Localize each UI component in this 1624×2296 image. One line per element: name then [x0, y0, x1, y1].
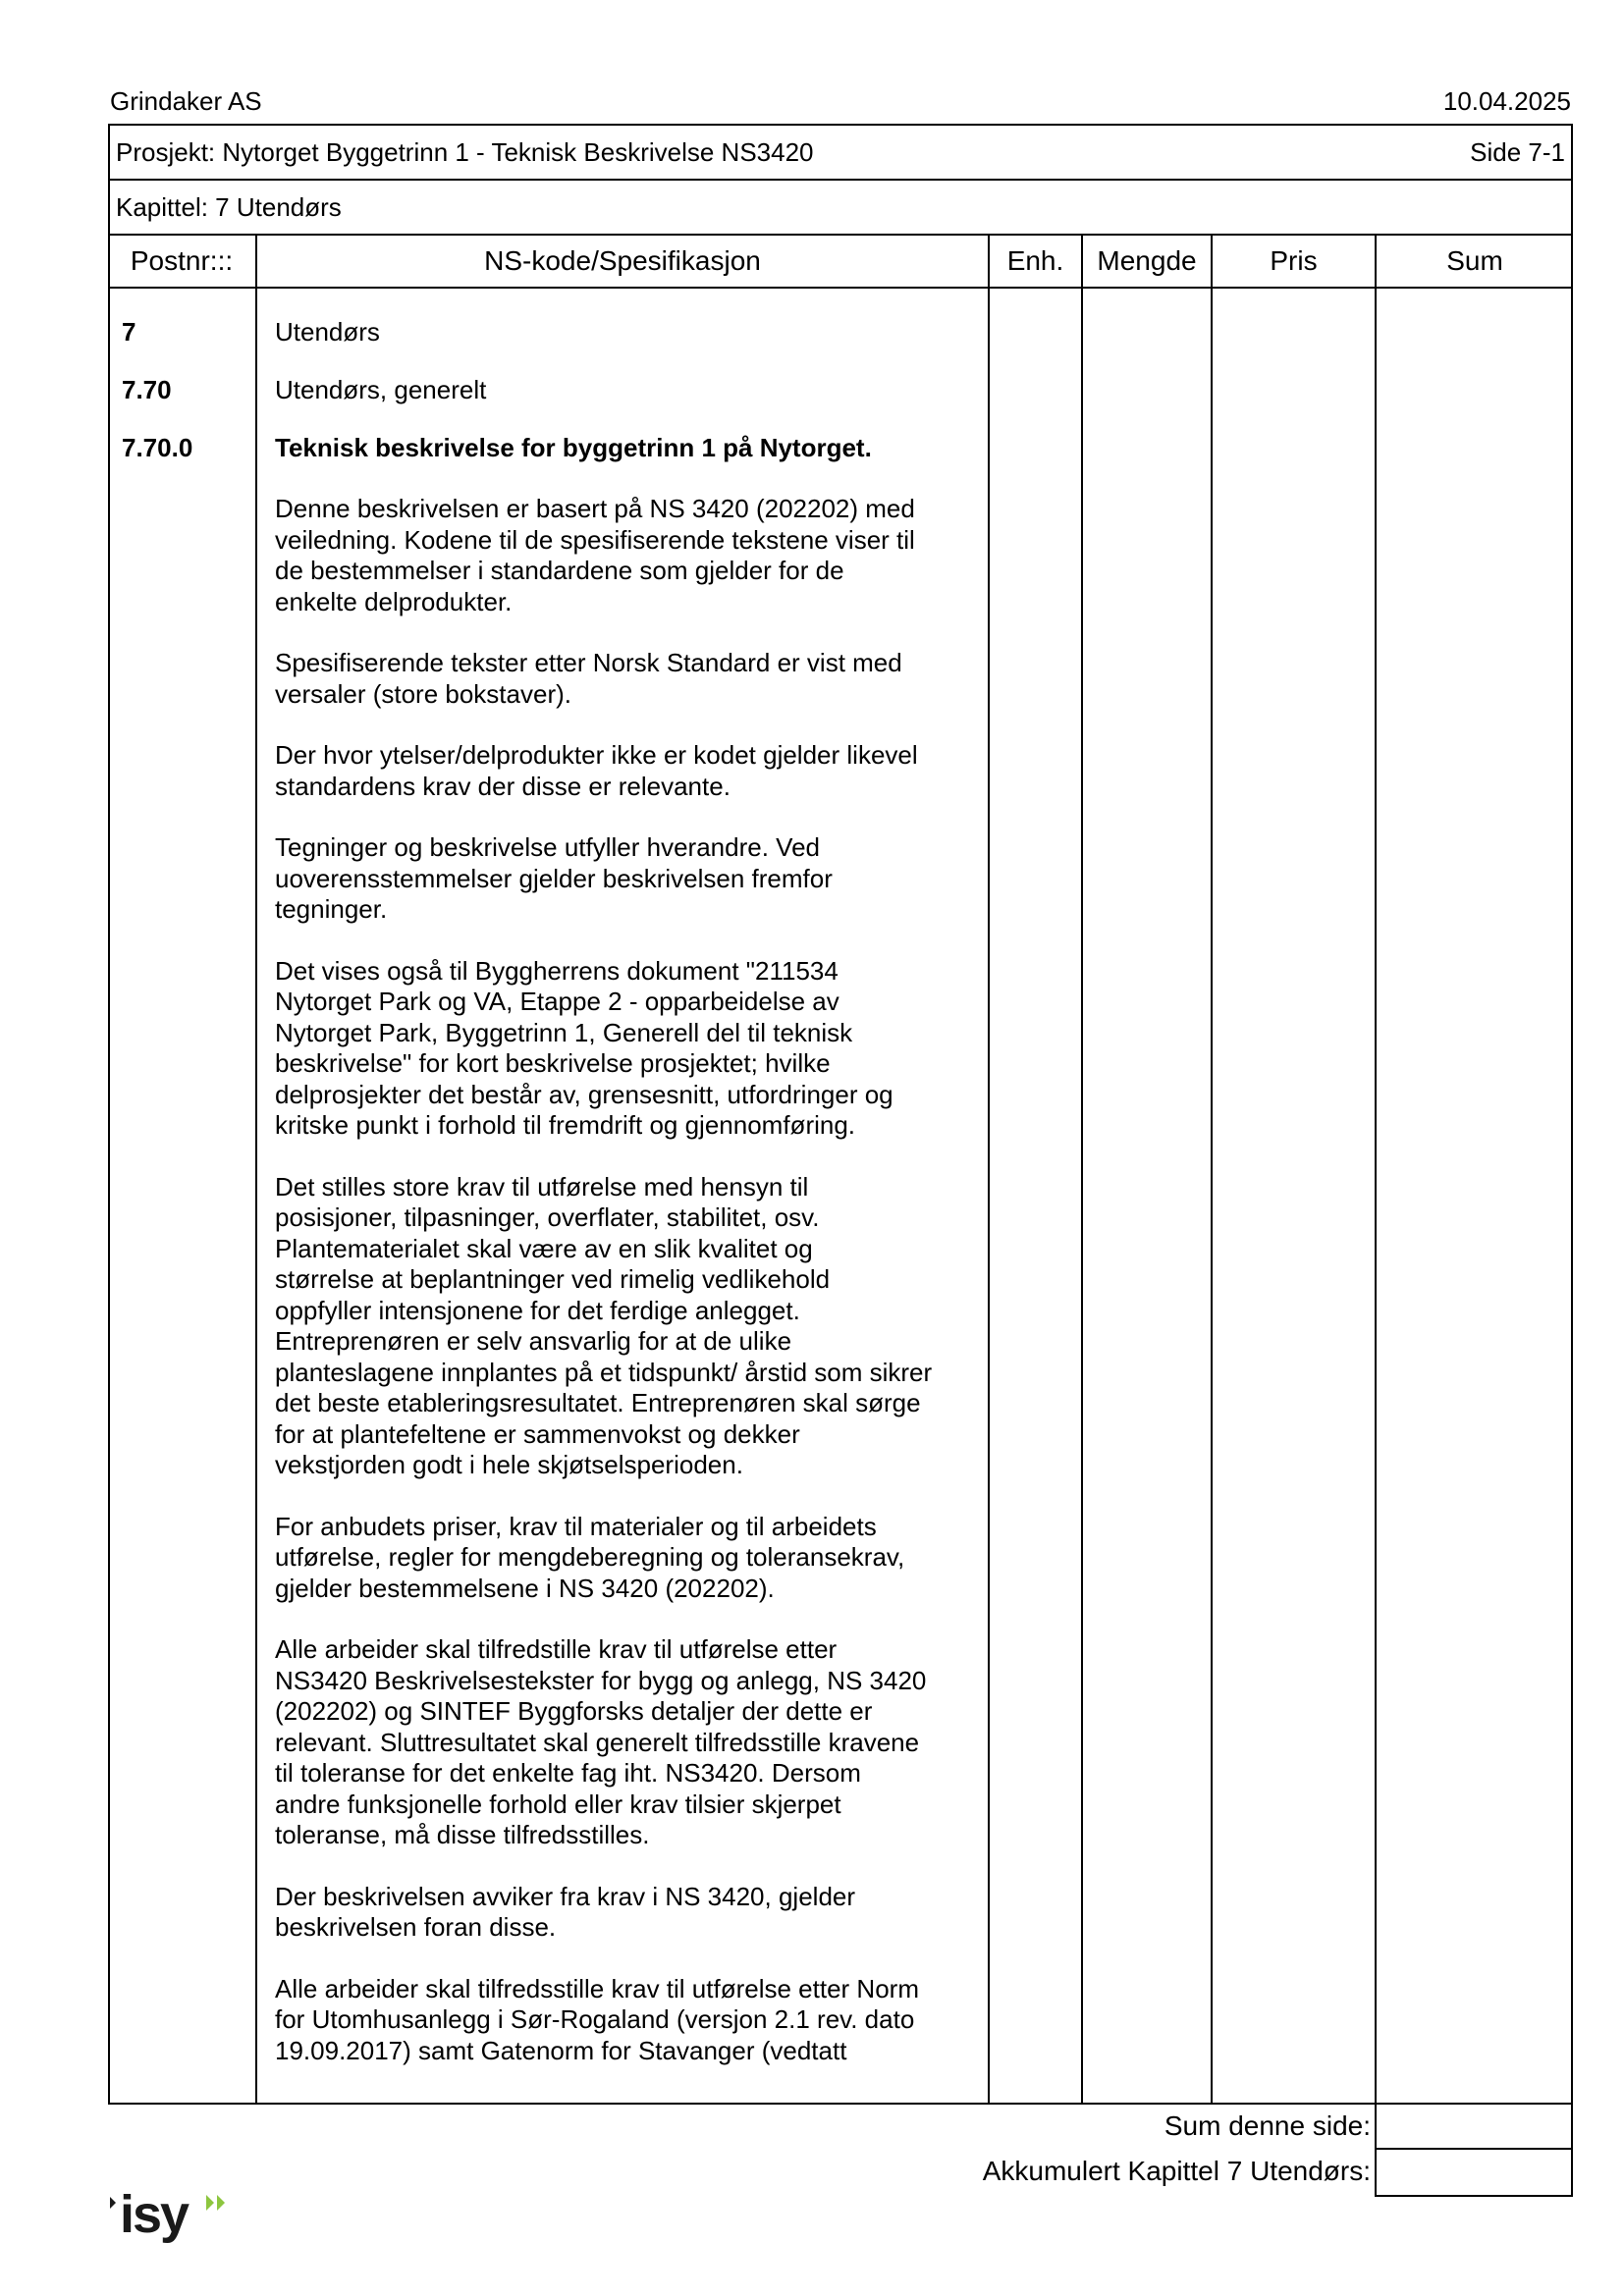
- chapter-box: [108, 179, 1573, 236]
- column-divider: [255, 234, 257, 2105]
- column-header-sum: Sum: [1446, 245, 1503, 276]
- column-divider: [1375, 234, 1377, 2105]
- sum-accumulated-label: Akkumulert Kapittel 7 Utendørs:: [982, 2156, 1371, 2186]
- column-header-qty: Mengde: [1097, 245, 1197, 276]
- column-header-postnr: Postnr:::: [130, 245, 234, 276]
- svg-text:isy: isy: [120, 2185, 189, 2244]
- project-title: Prosjekt: Nytorget Byggetrinn 1 - Teknisk Beskrivelse NS3420: [116, 137, 814, 167]
- description-paragraph: Denne beskrivelsen er basert på NS 3420 (202202) med veiledning. Kodene til de spesifiserende tekstene viser til de bestemmelser i standardene som gjelder for de enkelte delprodukter.: [275, 494, 915, 616]
- column-header-spec: NS-kode/Spesifikasjon: [484, 245, 761, 276]
- description-paragraph: Spesifiserende tekster etter Norsk Standard er vist med versaler (store bokstaver).: [275, 648, 902, 709]
- isy-logo-icon: [108, 2181, 236, 2250]
- description-paragraph: Tegninger og beskrivelse utfyller hverandre. Ved uoverensstemmelser gjelder beskrivelsen fremfor tegninger.: [275, 832, 833, 924]
- column-divider: [1081, 234, 1083, 2105]
- project-box: [108, 124, 1573, 181]
- isy-logo: [108, 2181, 236, 2250]
- column-divider: [1211, 234, 1213, 2105]
- postnr-cell: 7.70.0: [122, 433, 193, 462]
- company-name: Grindaker AS: [110, 86, 262, 116]
- description-paragraph: Det vises også til Byggherrens dokument "211534 Nytorget Park og VA, Etappe 2 - opparbeidelse av Nytorget Park, Byggetrinn 1, Generell del til teknisk beskrivelse" for kort beskrivelse prosjektet; hvilke delprosjekter det består av, grensesnitt, utfordringer og kritske punkt i forhold til fremdrift og gjennomføring.: [275, 955, 893, 1140]
- post-title: Teknisk beskrivelse for byggetrinn 1 på Nytorget.: [275, 433, 872, 462]
- description-paragraph: Alle arbeider skal tilfredsstille krav til utførelse etter Norm for Utomhusanlegg i Sør-Rogaland (versjon 2.1 rev. dato 19.09.2017) samt Gatenorm for Stavanger (vedtatt: [275, 1973, 919, 2065]
- description-paragraph: For anbudets priser, krav til materialer og til arbeidets utførelse, regler for mengdeberegning og toleransekrav, gjelder bestemmelsene i NS 3420 (202202).: [275, 1511, 905, 1603]
- chapter-title: Kapittel: 7 Utendørs: [116, 192, 342, 222]
- postnr-cell: 7.70: [122, 375, 172, 404]
- description-paragraph: Det stilles store krav til utførelse med hensyn til posisjoner, tilpasninger, overflater, stabilitet, osv. Plantematerialet skal være av en slik kvalitet og størrelse at beplantninger ved rimelig vedlikehold oppfyller intensjonene for det ferdige anlegget. Entreprenøren er selv ansvarlig for at de ulike planteslagene innplantes på et tidspunkt/ årstid som sikrer det beste etableringsresultatet. Entreprenøren skal sørge for at plantefeltene er sammenvokst og dekker vekstjorden godt i hele skjøtselsperioden.: [275, 1171, 933, 1479]
- sum-page-cell: [1375, 2103, 1573, 2150]
- sum-page-label: Sum denne side:: [1164, 2110, 1371, 2141]
- column-header-unit: Enh.: [1006, 245, 1064, 276]
- sum-accumulated-cell: [1375, 2148, 1573, 2197]
- page-number: Side 7-1: [1470, 137, 1565, 167]
- document-date: 10.04.2025: [1442, 86, 1571, 116]
- postnr-cell: 7: [122, 317, 136, 347]
- description-paragraph: Der hvor ytelser/delprodukter ikke er kodet gjelder likevel standardens krav der disse er relevante.: [275, 740, 918, 801]
- description-paragraph: Der beskrivelsen avviker fra krav i NS 3420, gjelder beskrivelsen foran disse.: [275, 1881, 856, 1942]
- post-title: Utendørs: [275, 317, 380, 347]
- description-body: [275, 494, 992, 2097]
- description-paragraph: Alle arbeider skal tilfredstille krav til utførelse etter NS3420 Beskrivelsestekster for bygg og anlegg, NS 3420 (202202) og SINTEF Byggforsks detaljer der dette er relevant. Sluttresultatet skal generelt tilfredsstille kravene til toleranse for det enkelte fag iht. NS3420. Dersom andre funksjonelle forhold eller krav tilsier skjerpet toleranse, må disse tilfredsstilles.: [275, 1634, 927, 1849]
- post-title: Utendørs, generelt: [275, 375, 487, 404]
- column-header-price: Pris: [1270, 245, 1318, 276]
